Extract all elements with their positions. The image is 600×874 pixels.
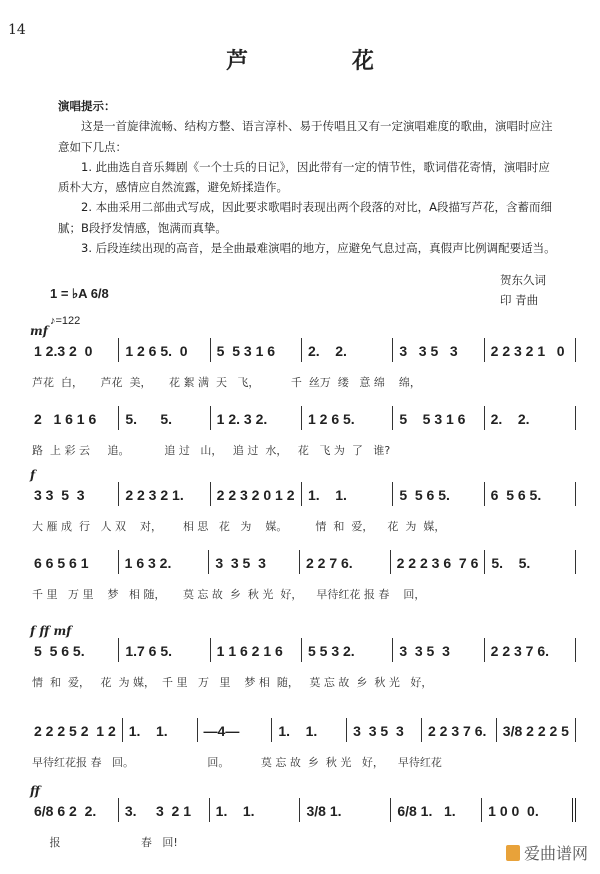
page-number: 14 xyxy=(8,22,26,38)
music-note-icon xyxy=(506,845,520,861)
lyrics-line: 芦花 白， 芦花 美， 花 絮 满 天 飞， 千 丝万 缕 意 绵 绵， xyxy=(32,376,421,389)
measure: 6 6 5 6 1 xyxy=(28,550,119,574)
measure: 2 2 3 7 6. xyxy=(422,718,497,742)
tempo-marking: ♪=122 xyxy=(50,315,81,327)
measure: 2. 2. xyxy=(485,406,576,430)
lyrics-line: 千 里 万 里 梦 相 随， 莫 忘 故 乡 秋 光 好， 早待红花 报 春 回， xyxy=(32,588,426,601)
measure: 2 2 3 2 0 1 2 xyxy=(211,482,302,506)
score-line xyxy=(28,480,576,506)
lyrics-line: 早待红花报 春 回。 回。 莫 忘 故 乡 秋 光 好， 早待红花 xyxy=(32,756,442,769)
measure: 5 5 3 1 6 xyxy=(211,338,302,362)
song-title: 芦 花 xyxy=(226,48,422,74)
lyricist: 贺东久词 xyxy=(500,273,546,287)
measure: 6/8 6 2 2. xyxy=(28,798,119,822)
measure: 2 2 3 2 1 0 xyxy=(485,338,576,362)
measure: 1. 1. xyxy=(210,798,301,822)
lyrics-line: 路 上 彩 云 追。 追 过 山， 追 过 水， 花 飞 为 了 谁? xyxy=(32,444,391,457)
measure: —4— xyxy=(198,718,273,742)
measure: 1 6 3 2. xyxy=(119,550,210,574)
lyrics-line: 报 春 回! xyxy=(32,836,178,849)
dynamic-marking: ff xyxy=(30,784,40,798)
measure: 2 2 7 6. xyxy=(300,550,391,574)
measure: 2 2 3 7 6. xyxy=(485,638,576,662)
tips-paragraph: 这是一首旋律流畅、结构方整、语言淳朴、易于传唱且又有一定演唱难度的歌曲，演唱时应注意如下几点： xyxy=(58,119,553,154)
measure: 3/8 1. xyxy=(300,798,391,822)
score-line xyxy=(28,636,576,662)
measure: 3 3 5 3 xyxy=(393,338,484,362)
measure: 3 3 5 3 xyxy=(28,482,119,506)
measure: 6/8 1. 1. xyxy=(391,798,482,822)
measure: 3 3 5 3 xyxy=(393,638,484,662)
watermark-logo xyxy=(506,841,588,864)
measure: 2. 2. xyxy=(302,338,393,362)
dynamic-marking: mf xyxy=(30,324,48,338)
score-line xyxy=(28,548,576,574)
measure: 3 3 5 3 xyxy=(347,718,422,742)
measure: 3/8 2 2 2 5 xyxy=(497,718,576,742)
measure: 1 2 6 5. xyxy=(302,406,393,430)
measure: 1 2. 3 2. xyxy=(211,406,302,430)
tips-paragraph: 1. 此曲选自音乐舞剧《一个士兵的日记》，因此带有一定的情节性，歌词借花寄情，演唱时应质朴大方，感情应自然流露，避免矫揉造作。 xyxy=(58,159,550,195)
score-line xyxy=(28,336,576,362)
composer: 印 青曲 xyxy=(500,293,539,307)
measure: 1. 1. xyxy=(272,718,347,742)
score-line xyxy=(28,716,576,742)
measure: 1 2 6 5. 0 xyxy=(119,338,210,362)
tips-paragraph: 2. 本曲采用二部曲式写成，因此要求歌唱时表现出两个段落的对比，A段描写芦花，含蓄而细腻；B段抒发情感，饱满而真挚。 xyxy=(58,200,552,235)
measure: 5 5 6 5. xyxy=(28,638,119,662)
singing-tips xyxy=(58,96,558,258)
measure: 1 1 6 2 1 6 xyxy=(211,638,302,662)
measure: 5 5 6 5. xyxy=(393,482,484,506)
measure: 5. 5. xyxy=(485,550,576,574)
dynamic-marking: f xyxy=(30,468,36,482)
measure: 6 5 6 5. xyxy=(485,482,576,506)
measure: 1. 1. xyxy=(302,482,393,506)
measure: 1 2.3 2 0 xyxy=(28,338,119,362)
measure: 1 0 0 0. xyxy=(482,798,576,822)
measure: 2 1 6 1 6 xyxy=(28,406,119,430)
tips-heading: 演唱提示： xyxy=(58,99,116,113)
measure: 3 3 5 3 xyxy=(209,550,300,574)
measure: 2 2 2 3 6 7 6 xyxy=(391,550,486,574)
dynamic-marking: f ff mf xyxy=(30,624,72,638)
lyrics-line: 大 雁 成 行 人 双 对， 相 思 花 为 媒。 情 和 爱， 花 为 媒， xyxy=(32,520,446,533)
watermark-text: 爱曲谱网 xyxy=(523,844,588,863)
measure: 1. 1. xyxy=(123,718,198,742)
measure: 3. 3 2 1 xyxy=(119,798,210,822)
score-line xyxy=(28,796,576,822)
key-signature: 1 = ♭A 6/8 xyxy=(50,286,109,301)
measure: 1.7 6 5. xyxy=(119,638,210,662)
score-line xyxy=(28,404,576,430)
tips-paragraph: 3. 后段连续出现的高音，是全曲最难演唱的地方，应避免气息过高，真假声比例调配要适当。 xyxy=(81,241,556,256)
measure: 5 5 3 1 6 xyxy=(393,406,484,430)
credits xyxy=(500,270,546,310)
lyrics-line: 情 和 爱， 花 为 媒， 千 里 万 里 梦 相 随， 莫 忘 故 乡 秋 光 好， xyxy=(32,676,433,689)
measure: 5. 5. xyxy=(119,406,210,430)
measure: 2 2 3 2 1. xyxy=(119,482,210,506)
measure: 5 5 3 2. xyxy=(302,638,393,662)
measure: 2 2 2 5 2 1 2 xyxy=(28,718,123,742)
